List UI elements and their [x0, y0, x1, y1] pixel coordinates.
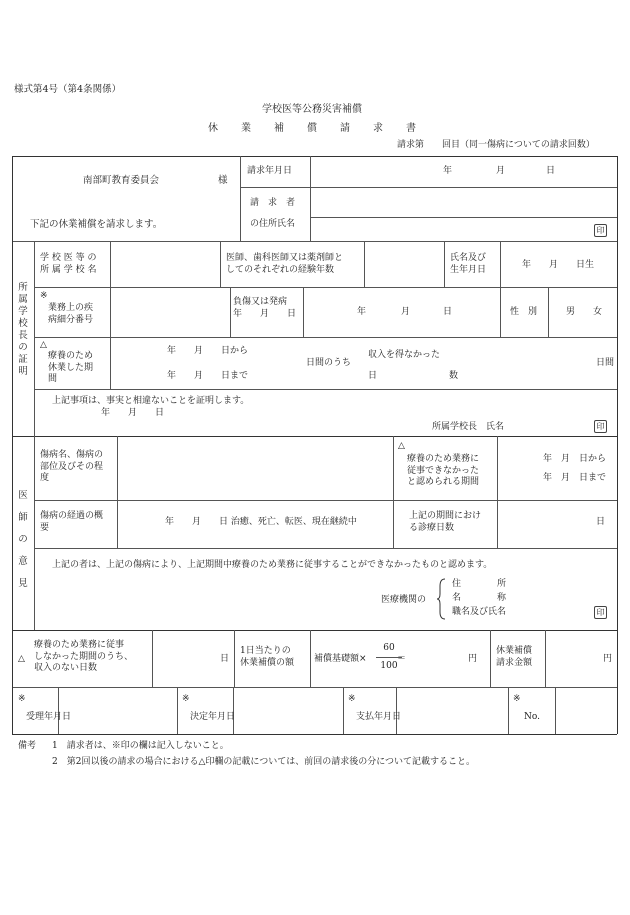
paid-mark: ※	[348, 694, 356, 704]
sex-value: 男 女	[566, 307, 603, 317]
sex-label: 性 別	[510, 307, 538, 317]
certify-date: 年 月 日	[101, 408, 165, 418]
disease-number-label: 業務上の疾 病細分番号	[48, 303, 94, 325]
claimant-label-2: の住所氏名	[250, 219, 296, 229]
honorific: 様	[218, 175, 228, 186]
period-mark: △	[40, 340, 47, 350]
decided-date-label: 決定年月日	[190, 712, 236, 722]
received-mark: ※	[18, 694, 26, 704]
unable-period-label: 療養のため業務に 従事できなかった と認められる期間	[407, 454, 480, 488]
school-name-label: 学 校 医 等 の 所 属 学 校 名	[40, 253, 97, 275]
disease-name-label: 傷病名、傷病の 部位及びその程 度	[40, 450, 104, 484]
injury-month: 月	[401, 307, 411, 317]
principal-seal-icon: 印	[594, 420, 607, 433]
no-income-days-unit: 日	[220, 654, 230, 664]
birth-value: 年 月 日生	[522, 260, 595, 270]
course-label: 傷病の経過の概 要	[40, 511, 104, 533]
no-income-days-label: 療養のため業務に従事 しなかった期間のうち、 収入のない日数	[34, 640, 134, 674]
institution-address: 住 所	[452, 579, 507, 589]
course-value: 年 月 日 治癒、死亡、転医、現在継続中	[165, 517, 357, 527]
claim-date-label: 請求年月日	[247, 166, 293, 176]
disease-mark: ※	[40, 291, 48, 301]
decided-mark: ※	[182, 694, 190, 704]
period-label: 療養のため 休業した期 間	[48, 351, 94, 385]
birth-label: 氏名及び 生年月日	[450, 253, 487, 275]
form-title: 学校医等公務災害補償	[262, 104, 362, 115]
claim-date-year: 年	[443, 166, 453, 176]
opinion-text: 上記の者は、上記の傷病により、上記期間中療養のため業務に従事することができなかったものと認めます。	[52, 560, 493, 570]
school-side-label: 所属学校長の証明	[18, 282, 28, 377]
note-1: 1 請求者は、※印の欄は記入しないこと。	[52, 741, 229, 751]
unable-to: 年 月 日まで	[543, 473, 607, 483]
claimant-label-1: 請 求 者	[250, 198, 296, 208]
institution-name: 名 称	[452, 593, 507, 603]
claim-amount-label: 休業補償 請求金額	[496, 646, 533, 668]
claim-date-day: 日	[546, 166, 556, 176]
base-yen-unit: 円	[468, 654, 478, 664]
number-mark: ※	[513, 694, 521, 704]
brace-icon	[436, 578, 446, 620]
institution-label: 医療機関の	[381, 595, 427, 605]
principal-label: 所属学校長 氏名	[432, 422, 505, 432]
claimant-seal-icon: 印	[594, 224, 607, 237]
exam-days-unit: 日	[596, 517, 606, 527]
equals-sign: ＝	[397, 654, 407, 664]
period-days-text: 日間のうち	[306, 358, 352, 368]
no-income-label-1: 収入を得なかった	[368, 350, 441, 360]
injury-year: 年	[357, 307, 367, 317]
exam-days-label: 上記の期間におけ る診療日数	[409, 511, 482, 533]
unable-mark: △	[398, 441, 405, 451]
no-income-label-2: 日 数	[368, 371, 459, 381]
period-days-unit: 日間	[596, 358, 615, 368]
received-date-label: 受理年月日	[26, 712, 72, 722]
base-amount-label: 補償基礎額×	[314, 654, 367, 664]
form-number: 様式第4号（第4条関係）	[14, 84, 122, 95]
doctor-side-label: 医師の意見	[18, 490, 28, 589]
claim-count: 請求第 回目（同一傷病についての請求回数）	[397, 140, 595, 150]
notes-label: 備考	[18, 741, 37, 751]
doctor-seal-icon: 印	[594, 606, 607, 619]
number-label: No.	[524, 712, 540, 722]
fraction-denominator: 100	[380, 661, 398, 671]
claim-date-month: 月	[496, 166, 506, 176]
comp-mark: △	[18, 654, 25, 664]
unable-from: 年 月 日から	[543, 454, 607, 464]
experience-label: 医師、歯科医師又は薬剤師と してのそれぞれの経験年数	[226, 253, 344, 275]
period-from: 年 月 日から	[167, 346, 249, 356]
claim-yen-unit: 円	[603, 654, 613, 664]
institution-person: 職名及び氏名	[452, 607, 507, 617]
injury-day: 日	[443, 307, 453, 317]
injury-label: 負傷又は発病 年 月 日	[233, 297, 297, 319]
period-to: 年 月 日まで	[167, 371, 249, 381]
daily-amount-label: 1日当たりの 休業補償の額	[240, 646, 295, 668]
fraction-numerator: 60	[383, 643, 395, 653]
paid-date-label: 支払年月日	[356, 712, 402, 722]
addressee: 南部町教育委員会	[83, 175, 160, 186]
note-2: 2 第2回以後の請求の場合における△印欄の記載については、前回の請求後の分について記載すること。	[52, 757, 476, 767]
request-text: 下記の休業補償を請求します。	[30, 219, 163, 230]
certify-text: 上記事項は、事実と相違ないことを証明します。	[52, 396, 250, 406]
